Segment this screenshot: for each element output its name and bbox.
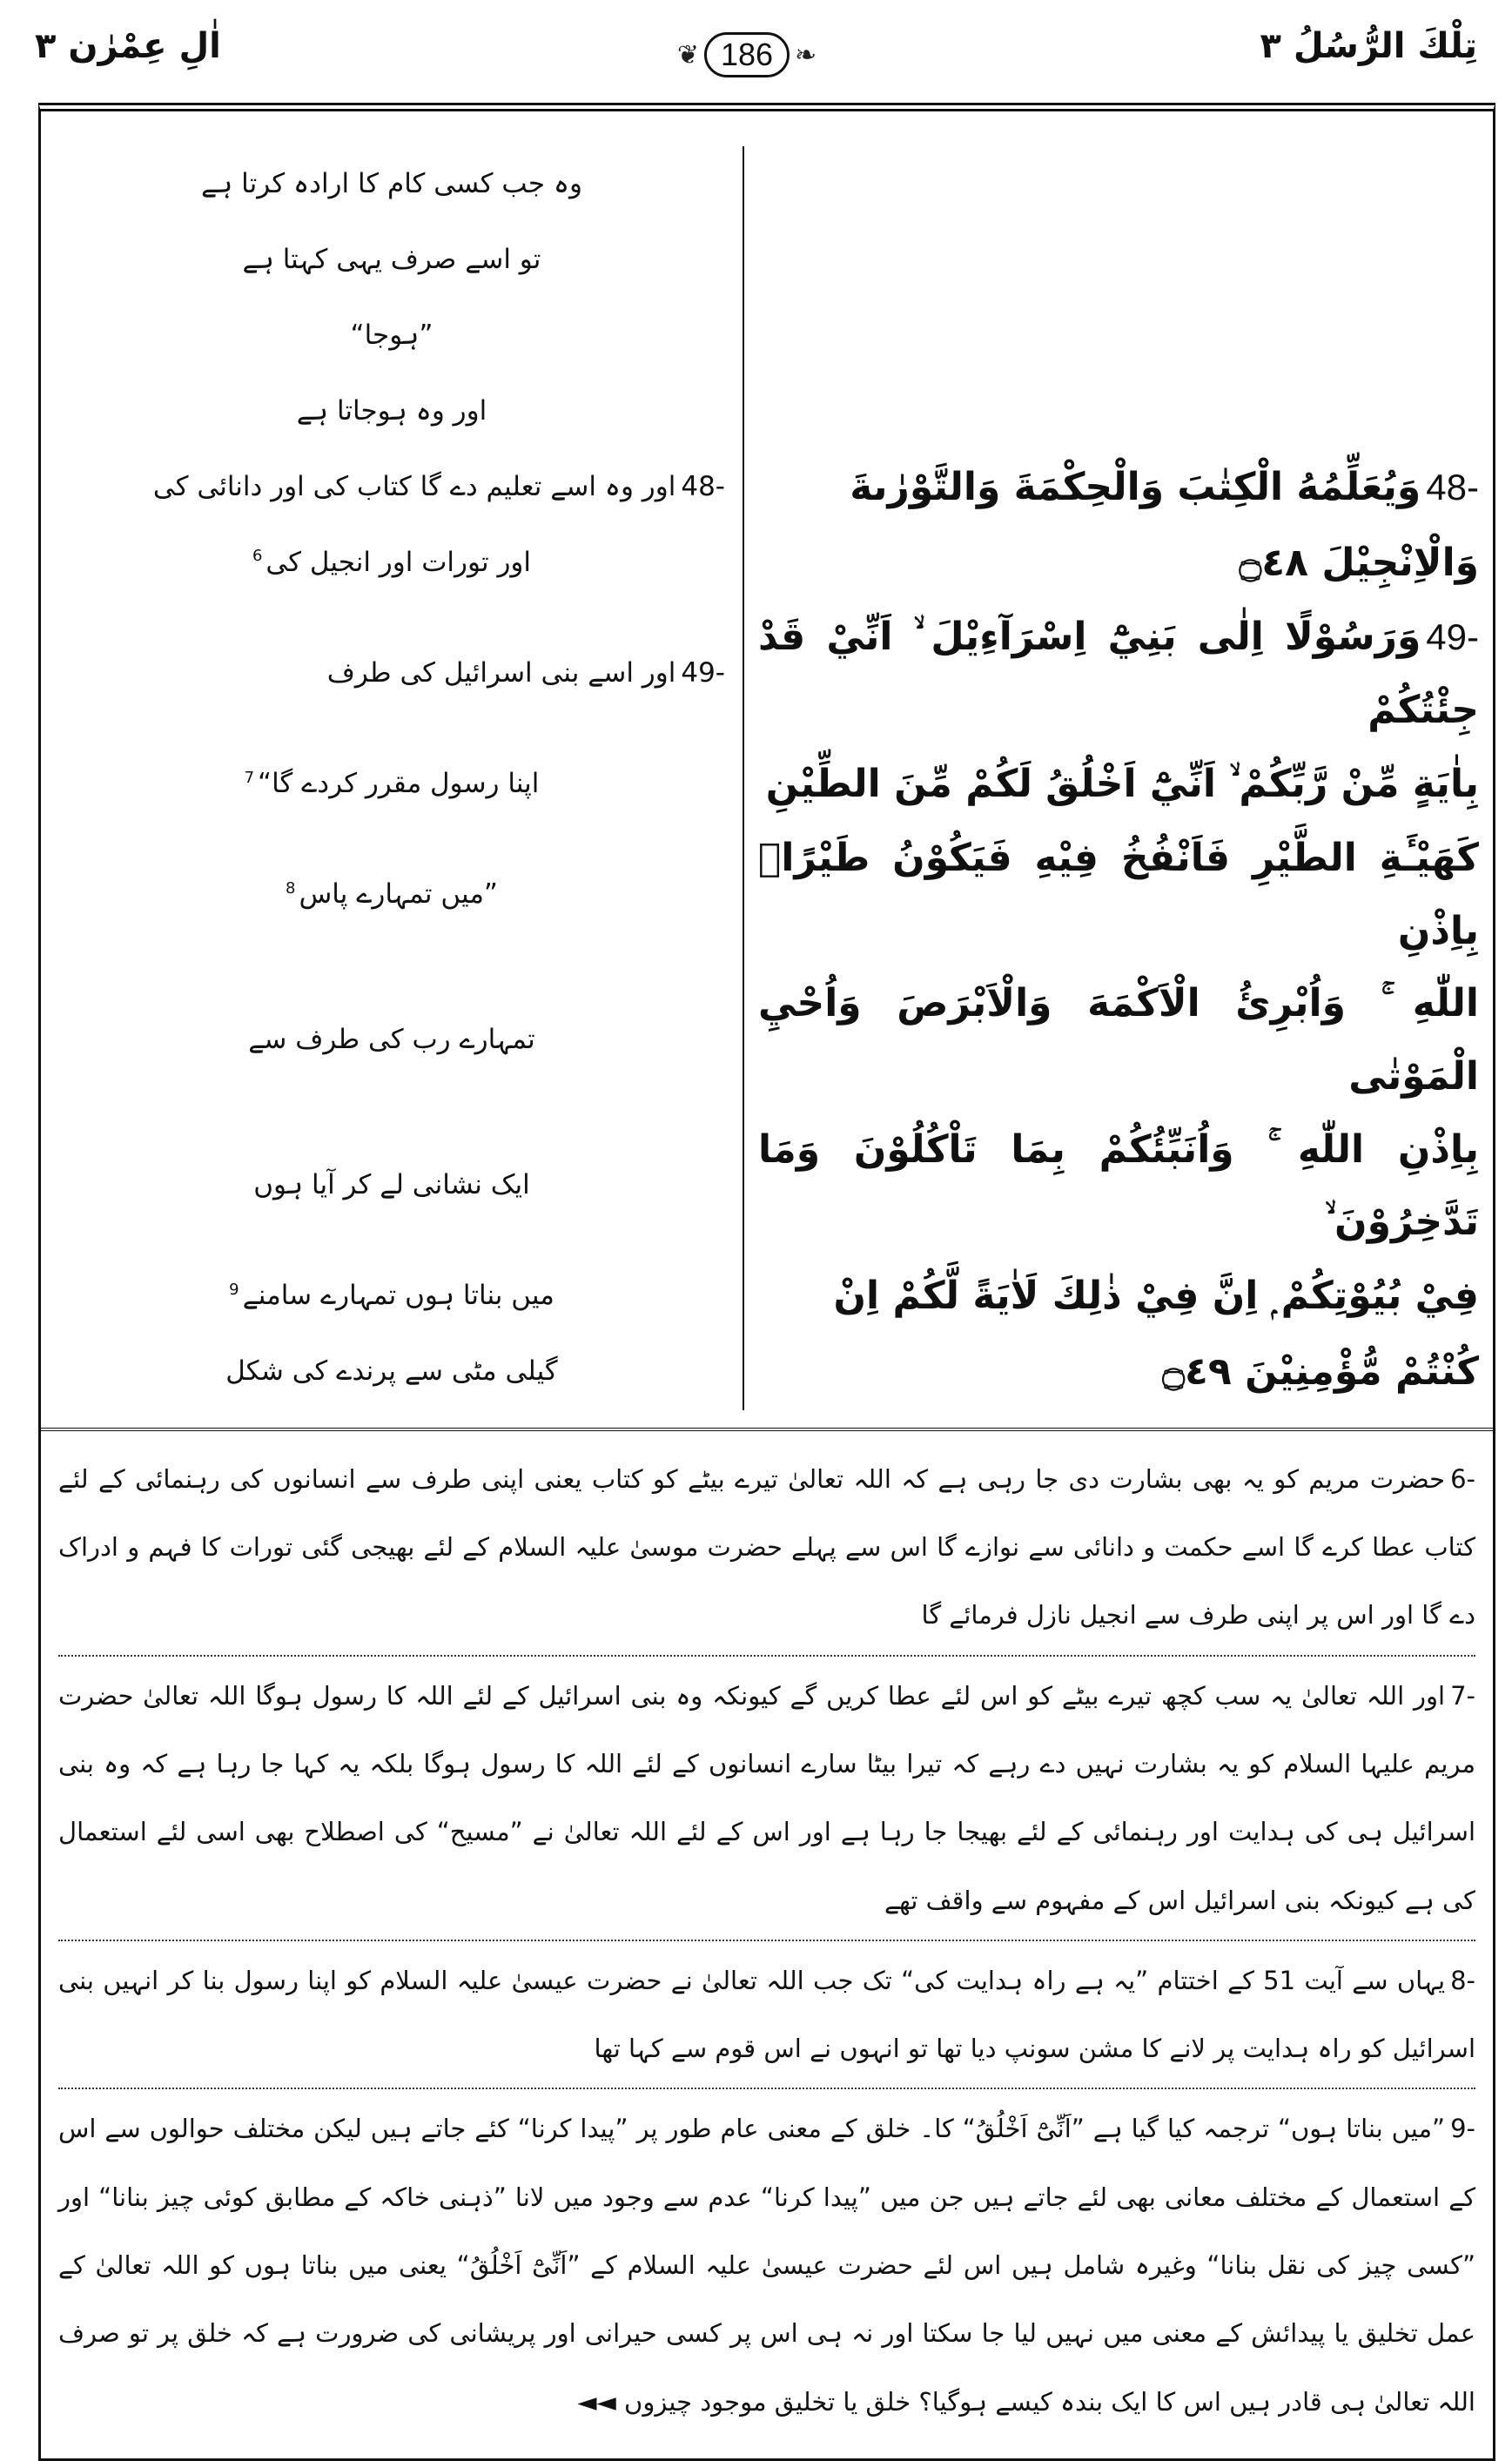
arabic-cell xyxy=(743,525,1493,601)
footnote-number: 8- xyxy=(1450,1965,1475,1995)
translation-text: ”ہوجا“ xyxy=(350,319,433,351)
translation-cell xyxy=(41,373,743,449)
translation-text: اپنا رسول مقرر کردے گا“ xyxy=(258,767,540,799)
verse-number: 49- xyxy=(681,656,725,689)
footnote xyxy=(58,1941,1475,2090)
translation-cell xyxy=(41,1259,743,1335)
translation-line xyxy=(58,541,725,585)
arabic-cell xyxy=(743,746,1493,822)
translation-text: وہ جب کسی کام کا ارادہ کرتا ہے xyxy=(201,167,582,199)
footnote-number: 9- xyxy=(1450,2114,1475,2144)
translation-text: اور وہ اسے تعلیم دے گا کتاب کی اور دانائی کی xyxy=(152,470,676,502)
arabic-cell xyxy=(743,1113,1493,1259)
arabic-cell xyxy=(743,222,1493,298)
arabic-verse-line xyxy=(758,1260,1479,1333)
translation-text: ایک نشانی لے کر آیا ہوں xyxy=(253,1169,530,1201)
footnote-ref: 6 xyxy=(252,547,263,566)
arabic-cell xyxy=(743,822,1493,967)
translation-text: اور تورات اور انجیل کی xyxy=(265,546,532,578)
translation-cell xyxy=(41,746,743,822)
verse-number: 48- xyxy=(681,470,725,502)
arabic-text: فِيْ بُيُوْتِكُمْ ۭ اِنَّ فِيْ ذٰلِكَ لَاٰيَةً لَّكُمْ اِنْ xyxy=(833,1274,1479,1319)
arabic-cell xyxy=(743,1335,1493,1410)
translation-line xyxy=(58,1350,725,1394)
arabic-verse-line xyxy=(758,601,1479,746)
translation-cell xyxy=(41,298,743,373)
arabic-cell xyxy=(743,601,1493,746)
footnote xyxy=(58,1657,1475,1941)
arabic-cell xyxy=(743,967,1493,1113)
page-header xyxy=(0,0,1512,103)
footnote-line: یہاں سے آیت 51 کے اختتام ”یہ ہے راہ ہدایت کی“ تک جب اللہ تعالیٰ نے حضرت عیسیٰ علیہ السلام کو اپنا رسول بنا کر انہیں بنی اسرائیل کو راہ ہدایت xyxy=(58,1965,1475,2064)
footnote-line: اسے حکمت و دانائی سے نوازے گا اس سے پہلے حضرت موسیٰ علیہ السلام کے لئے بھیجی گئی تورات کا فہم و ادراک دے گا اور اس پر اپنی طرف سے انجیل xyxy=(58,1532,1475,1631)
translation-line xyxy=(58,1274,725,1318)
footnote-line: شامل ہیں اس لئے حضرت عیسیٰ علیہ السلام کے ”اَنِّیْٓ اَخْلُقُ“ یعنی میں بناتا ہوں کو اللہ تعالیٰ کے عمل تخلیق یا پیدائش کے معنی میں نہیں لیا جا سکتا اور نہ ہی اس xyxy=(58,2250,1475,2349)
footnote-line: کے مختلف معانی بھی لئے جاتے ہیں جن میں ”پیدا کرنا“ عدم سے وجود میں لانا ”ذہنی خاکہ کے مطابق کوئی چیز بنانا“ اور ”کسی چیز کی نقل بنانا“ وغیرہ xyxy=(58,2182,1476,2281)
arabic-text: وَيُعَلِّمُهُ الْكِتٰبَ وَالْحِكْمَةَ وَالتَّوْرٰىةَ xyxy=(850,464,1421,509)
verse-translation-table xyxy=(41,111,1493,1431)
footnote-line: نازل فرمائے گا xyxy=(921,1600,1072,1631)
page-number-ornament xyxy=(660,24,834,85)
translation-cell xyxy=(41,146,743,222)
arabic-text: كَهَيْـَٔةِ الطَّيْرِ فَاَنْفُخُ فِيْهِ فَيَكُوْنُ طَيْرًاۢ بِاِذْنِ xyxy=(758,836,1479,953)
translation-cell xyxy=(41,449,743,525)
footnote-number: 7- xyxy=(1450,1680,1475,1711)
translation-line xyxy=(58,873,725,917)
translation-line xyxy=(58,314,725,358)
translation-cell xyxy=(41,525,743,601)
arabic-text: وَرَسُوْلًا اِلٰى بَنِيْٓ اِسْرَآءِيْلَ ۙ اَنِّيْ قَدْ جِئْتُكُمْ xyxy=(758,615,1479,732)
translation-line xyxy=(58,239,725,282)
translation-text: میں بناتا ہوں تمہارے سامنے xyxy=(242,1280,554,1312)
flourish-icon: ❦ xyxy=(676,39,699,71)
translation-cell xyxy=(41,1113,743,1259)
arabic-verse-line xyxy=(758,1113,1479,1259)
footnote-text-block xyxy=(58,1445,1475,1650)
footnote-line: پر لانے کا مشن سونپ دیا تھا تو انہوں نے اس قوم سے کہا تھا xyxy=(594,2034,1235,2064)
translation-line xyxy=(58,1019,725,1062)
verse-number: 49- xyxy=(1426,616,1479,657)
footnote-line: ”میں بناتا ہوں“ ترجمہ کیا گیا ہے ”اَنِّیْٓ اَخْلُقُ“ کا۔ خلق کے معنی عام طور پر ”پیدا کرنا“ کئے جاتے ہیں لیکن مختلف حوالوں سے اس کے استعمال xyxy=(58,2114,1475,2212)
arabic-text: وَالْاِنْجِيْلَ ۝٤٨ xyxy=(1239,540,1479,585)
translation-text: تمہارے رب کی طرف سے xyxy=(248,1024,535,1056)
translation-text: اور اسے بنی اسرائیل کی طرف xyxy=(326,656,676,689)
translation-line xyxy=(58,763,725,806)
arabic-verse-line xyxy=(758,451,1479,524)
translation-text: اور وہ ہوجاتا ہے xyxy=(296,394,487,427)
footnote-text-block xyxy=(58,1947,1475,2083)
juz-title: تِلْكَ الرُّسُلُ ٣ xyxy=(1260,26,1477,66)
arabic-verse-line xyxy=(758,1335,1479,1409)
arabic-verse-line xyxy=(758,748,1479,821)
arabic-cell xyxy=(743,146,1493,222)
footnote-ref: 8 xyxy=(286,878,296,898)
footnote-line: پر کسی حیرانی اور پریشانی کی ضرورت ہے کہ خلق پر تو صرف اللہ تعالیٰ ہی قادر ہیں اس کا ایک بندہ کیسے ہوگیا؟ خلق یا تخلیق موجود چیزوں ◄◄ xyxy=(58,2318,1475,2417)
translation-line xyxy=(58,390,725,434)
surah-title: اٰلِ عِمْرٰن ٣ xyxy=(35,26,221,66)
footnote-line: حضرت مریم کو یہ بھی بشارت دی جا رہی ہے کہ اللہ تعالیٰ تیرے بیٹے کو کتاب یعنی اپنی طرف سے انسانوں کی رہنمائی کے لئے کتاب عطا کرے گا xyxy=(58,1463,1476,1563)
footnote-text-block xyxy=(58,2095,1475,2435)
translation-cell xyxy=(41,822,743,967)
arabic-cell xyxy=(743,373,1493,449)
translation-line xyxy=(58,1164,725,1207)
page-number: 186 xyxy=(704,32,790,77)
translation-text: تو اسے صرف یہی کہتا ہے xyxy=(242,243,541,275)
footnote-ref: 7 xyxy=(244,768,255,787)
arabic-cell xyxy=(743,298,1493,373)
footnote-ref: 9 xyxy=(229,1281,239,1300)
footnote-number: 6- xyxy=(1450,1463,1475,1494)
arabic-verse-line xyxy=(758,822,1479,967)
translation-cell xyxy=(41,601,743,746)
footnote-text-block xyxy=(58,1662,1475,1934)
footnotes-section xyxy=(41,1431,1493,2458)
arabic-cell xyxy=(743,1259,1493,1335)
footnote-line: اور اللہ تعالیٰ یہ سب کچھ تیرے بیٹے کو اس لئے عطا کریں گے کیونکہ وہ بنی اسرائیل کے لئے اللہ کا رسول ہوگا اللہ تعالیٰ حضرت مریم علیہا السلام کو یہ بشارت xyxy=(58,1680,1475,1779)
translation-cell xyxy=(41,967,743,1113)
arabic-text: كُنْتُمْ مُّؤْمِنِيْنَ ۝٤٩ xyxy=(1162,1349,1479,1395)
arabic-text: بِاٰيَةٍ مِّنْ رَّبِّكُمْ ۙ اَنِّيْٓ اَخْلُقُ لَكُمْ مِّنَ الطِّيْنِ xyxy=(765,761,1479,806)
translation-cell xyxy=(41,1335,743,1410)
footnote-line: اور اس کے لئے اللہ تعالیٰ نے ”مسیح“ کی اصطلاح بھی اسی لئے استعمال کی ہے کیونکہ بنی اسرائیل اس کے مفہوم سے واقف تھے xyxy=(58,1817,1475,1915)
footnote xyxy=(58,2089,1475,2440)
translation-line xyxy=(58,163,725,206)
translation-line xyxy=(58,466,725,509)
translation-text: گیلی مٹی سے پرندے کی شکل xyxy=(225,1355,558,1388)
footnote xyxy=(58,1440,1475,1657)
page-frame xyxy=(38,103,1495,2461)
arabic-cell xyxy=(743,449,1493,525)
translation-text: ”میں تمہارے پاس xyxy=(299,877,498,910)
translation-cell xyxy=(41,222,743,298)
footnote-line: نہیں دے رہے کہ تیرا بیٹا سارے انسانوں کے لئے اللہ کا رسول ہوگا بلکہ یہ کہا جا رہا ہے کہ وہ بنی اسرائیل ہی کی ہدایت اور رہنمائی کے لئے بھیجا جا رہا ہے xyxy=(58,1748,1476,1847)
arabic-verse-line xyxy=(758,527,1479,600)
arabic-text: بِاِذْنِ اللّٰهِ ۚ وَاُنَبِّئُكُمْ بِمَا تَاْكُلُوْنَ وَمَا تَدَّخِرُوْنَ ۙ xyxy=(758,1126,1479,1245)
translation-line xyxy=(58,652,725,696)
flourish-icon: ❧ xyxy=(795,39,817,71)
arabic-verse-line xyxy=(758,967,1479,1113)
arabic-text: اللّٰهِ ۚ وَاُبْرِئُ الْاَكْمَهَ وَالْاَبْرَصَ وَاُحْيِ الْمَوْتٰى xyxy=(758,981,1479,1099)
verse-number: 48- xyxy=(1426,466,1479,508)
